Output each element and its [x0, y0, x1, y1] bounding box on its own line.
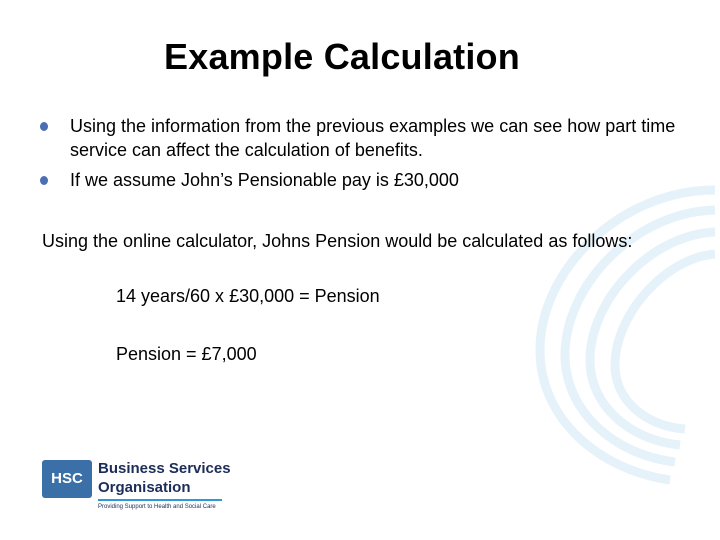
logo-tagline: Providing Support to Health and Social Care — [98, 504, 216, 510]
bso-logo — [42, 456, 242, 516]
bullet-list — [40, 114, 710, 198]
swirl-watermark — [470, 150, 720, 490]
logo-divider — [98, 499, 222, 501]
bullet-text: Using the information from the previous examples we can see how part time service can affect the calculation of benefits. — [70, 116, 676, 160]
logo-line-organisation: Organisation — [98, 479, 191, 496]
intro-paragraph: Using the online calculator, Johns Pension would be calculated as follows: — [42, 231, 633, 251]
result-paragraph: Pension = £7,000 — [116, 344, 257, 364]
hsc-badge — [42, 460, 92, 498]
hsc-badge-text: HSC — [51, 470, 83, 487]
bullet-dot-icon — [40, 122, 48, 131]
bullet-item — [40, 114, 710, 162]
bullet-dot-icon — [40, 176, 48, 185]
logo-line-business-services: Business Services — [98, 460, 231, 477]
page-title: Example Calculation — [164, 36, 520, 77]
formula-paragraph: 14 years/60 x £30,000 = Pension — [116, 286, 380, 306]
bullet-text: If we assume John’s Pensionable pay is £30,000 — [70, 170, 459, 190]
bullet-item — [40, 168, 710, 192]
